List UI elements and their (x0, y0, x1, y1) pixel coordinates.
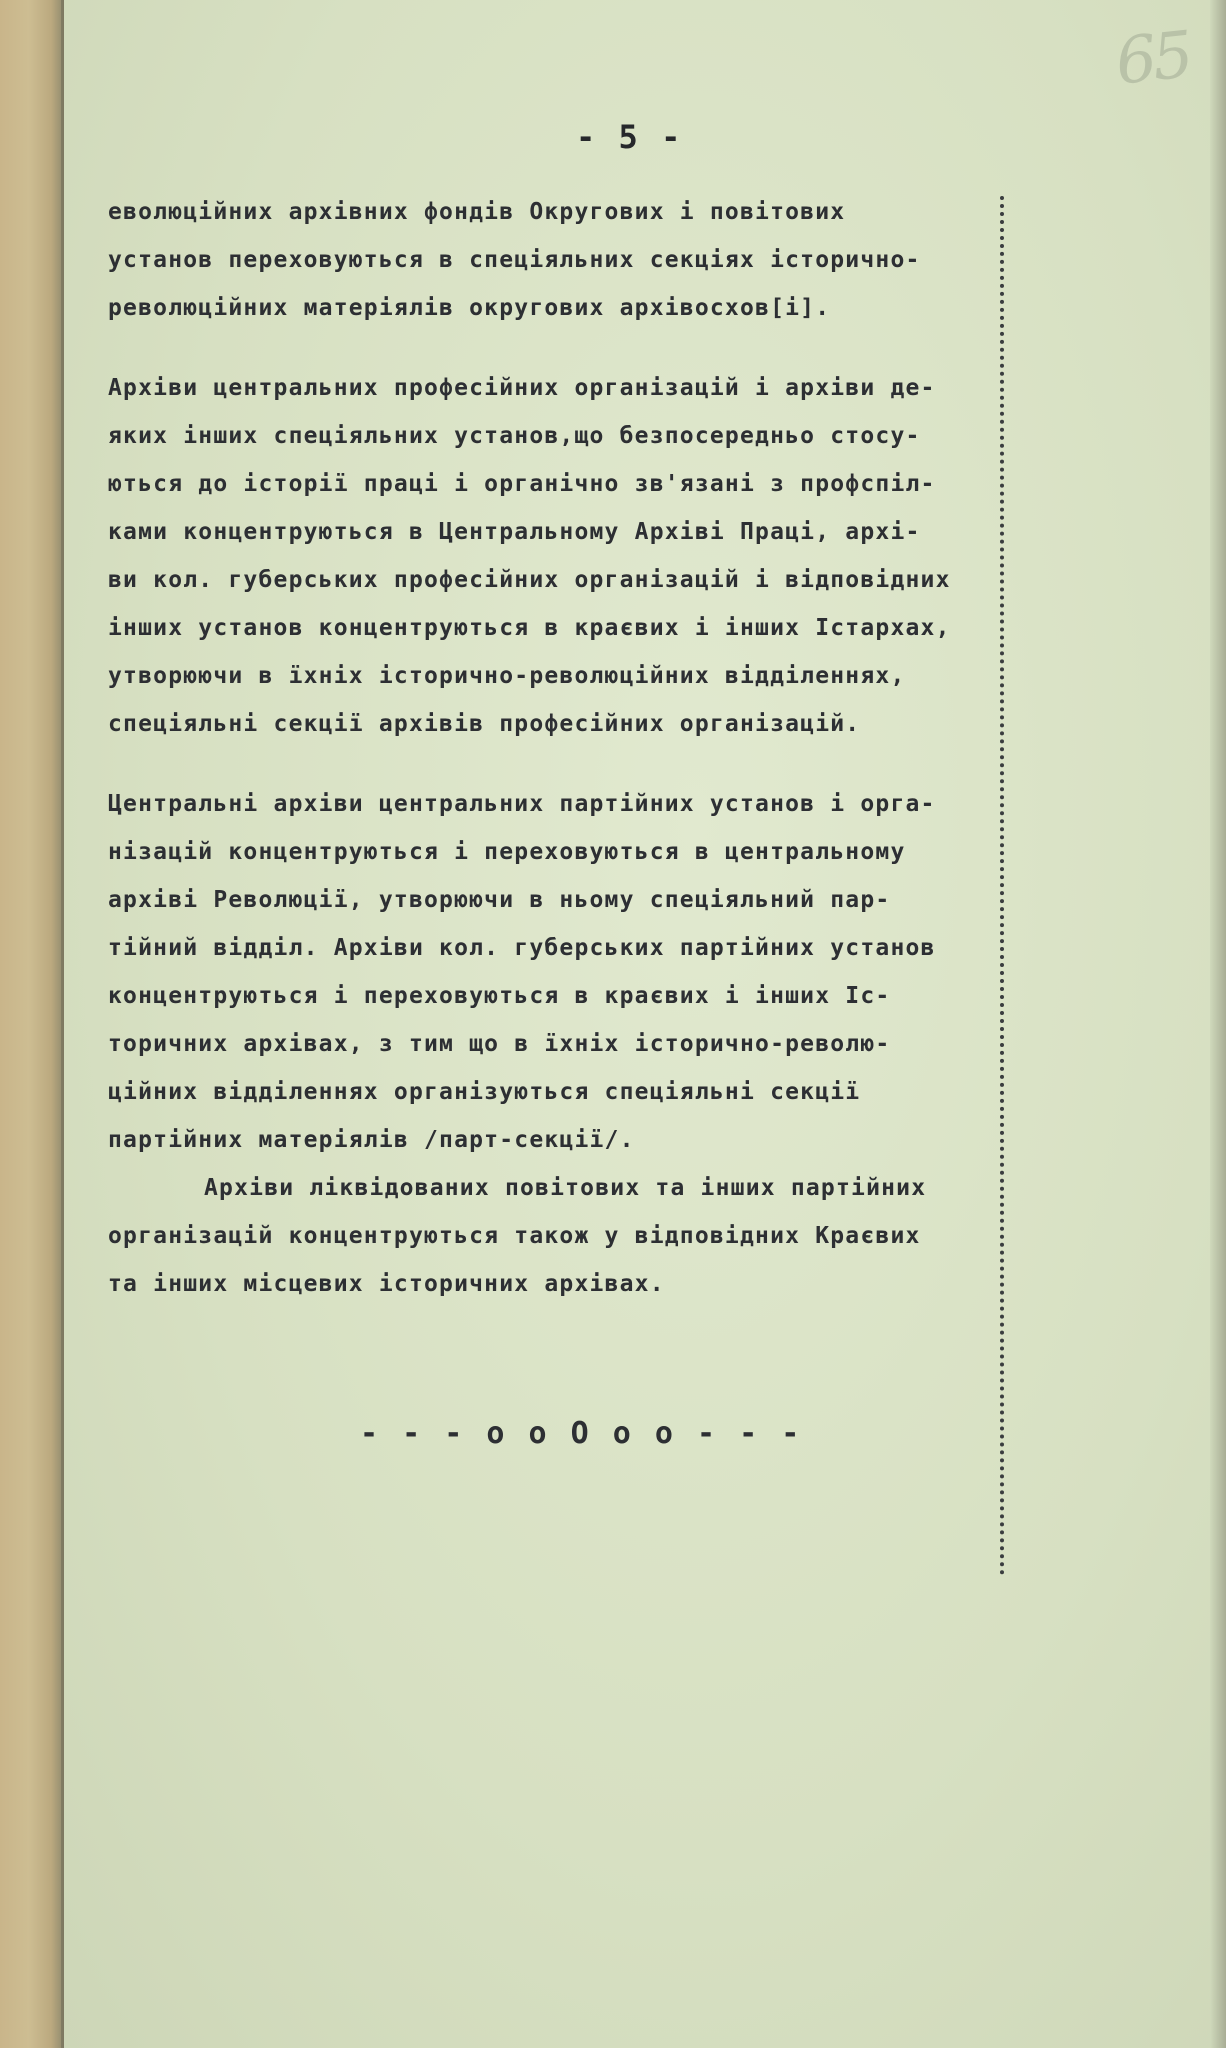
text-line: ками концентруються в Центральному Архіві Праці, архі- (108, 519, 921, 545)
text-line: утворюючи в їхніх історично-революційних відділеннях, (108, 663, 906, 689)
paragraph-3 (108, 780, 968, 1164)
text-line: Архіви ліквідованих повітових та інших партійних (204, 1175, 927, 1201)
dotted-margin-line (1000, 196, 1004, 1576)
text-line: та інших місцевих історичних архівах. (108, 1271, 665, 1297)
paragraph-1 (108, 188, 968, 332)
document-page (64, 0, 1210, 2048)
text-line: ються до історії праці і органічно зв'язані з профспіл- (108, 471, 936, 497)
text-line: торичних архівах, з тим що в їхніх історично-револю- (108, 1031, 891, 1057)
text-line: ви кол. губерських професійних організацій і відповідних (108, 567, 951, 593)
binding-edge (0, 0, 64, 2048)
text-line: Архіви центральних професійних організацій і архіви де- (108, 375, 936, 401)
text-line: концентруються і переховуються в краєвих і інших Іс- (108, 983, 891, 1009)
text-line: нізацій концентруються і переховуються в центральному (108, 839, 906, 865)
text-line: архіві Революції, утворюючи в ньому спеціяльний пар- (108, 887, 891, 913)
page-edge (1210, 0, 1226, 2048)
text-line: інших установ концентруються в краєвих і інших Істархах, (108, 615, 951, 641)
text-line: яких інших спеціяльних установ,що безпосередньо стосу- (108, 423, 921, 449)
text-line: еволюційних архівних фондів Округових і повітових (108, 199, 846, 225)
text-line: установ переховуються в спеціяльних секціях історично- (108, 247, 921, 273)
document-body (108, 188, 968, 1308)
sheet-number: 65 (1112, 18, 1194, 100)
paragraph-4 (108, 1164, 968, 1308)
paragraph-2 (108, 364, 968, 748)
text-line: організацій концентруються також у відповідних Краєвих (108, 1223, 921, 1249)
text-line: тійний відділ. Архіви кол. губерських партійних установ (108, 935, 936, 961)
text-line: ційних відділеннях організуються спеціяльні секції (108, 1079, 861, 1105)
text-line: революційних матеріялів округових архівосхов[і]. (108, 295, 831, 321)
page-number: - 5 - (576, 118, 683, 156)
text-line: спеціяльні секції архівів професійних організацій. (108, 711, 861, 737)
text-line: партійних матеріялів /парт-секції/. (108, 1127, 635, 1153)
text-line: Центральні архіви центральних партійних установ і орга- (108, 791, 936, 817)
end-separator: - - - o o O o o - - - (360, 1416, 803, 1451)
